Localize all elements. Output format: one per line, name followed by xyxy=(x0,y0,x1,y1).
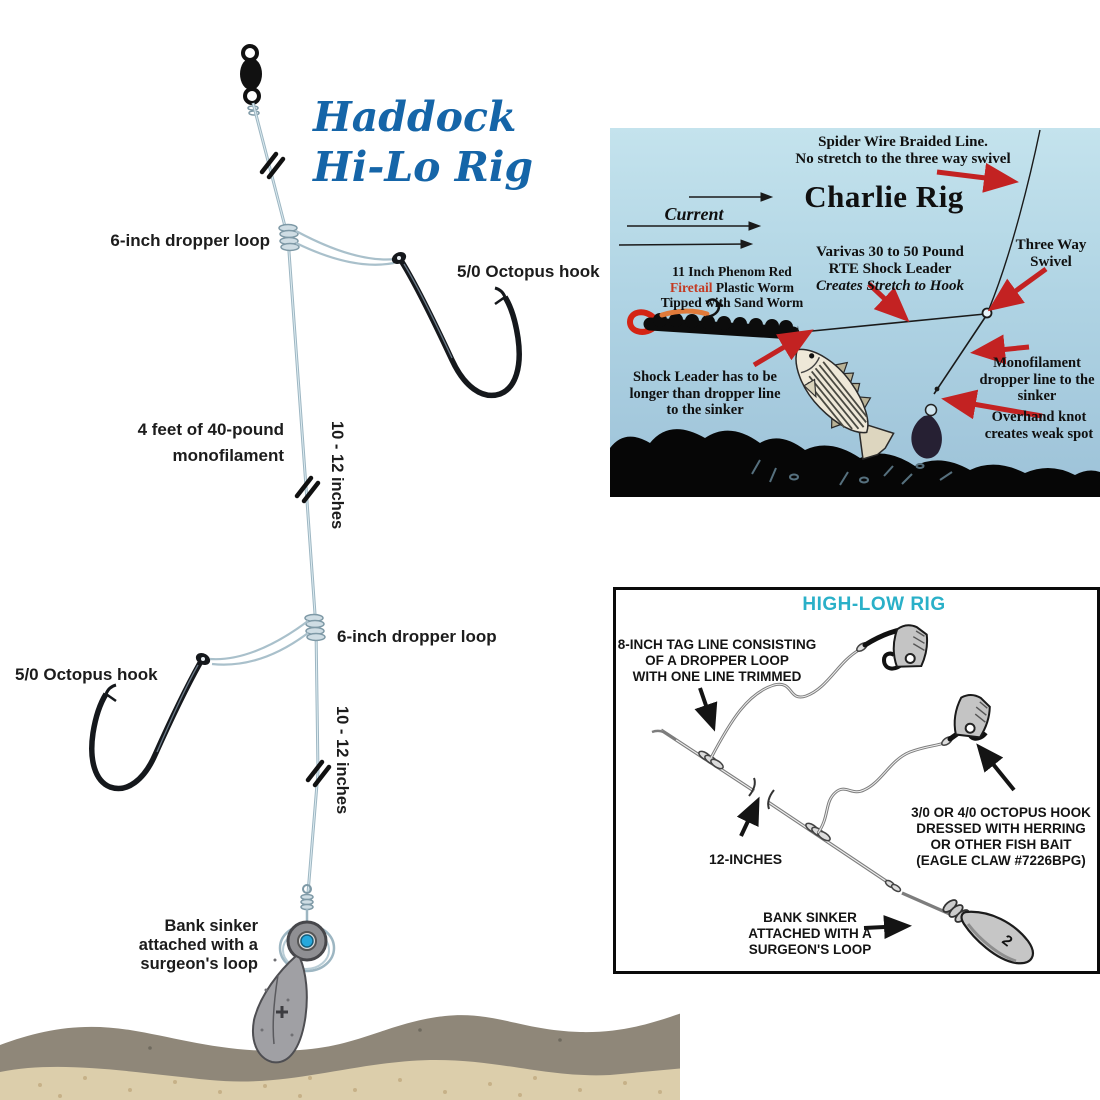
high-low-rig-title: HIGH-LOW RIG xyxy=(802,594,946,615)
seafloor xyxy=(0,1012,680,1100)
charlie-rig-title: Charlie Rig xyxy=(804,179,964,214)
label-monofilament: 4 feet of 40-pound monofilament xyxy=(137,420,284,465)
label-bank-sinker: Bank sinker attached with a surgeon's loop xyxy=(138,917,258,973)
dropper-knot xyxy=(305,615,325,641)
high-low-rig-diagram xyxy=(613,587,1100,974)
shock-leader-line xyxy=(792,314,985,333)
bait-chunk-icon xyxy=(891,623,930,670)
label-shock-leader: Varivas 30 to 50 Pound RTE Shock Leader Creates Stretch to Hook xyxy=(816,244,964,294)
label-dropper-loop-bottom: 6-inch dropper loop xyxy=(337,627,497,646)
dropper-knot xyxy=(279,225,299,251)
diagram-title: Haddock Hi-Lo Rig xyxy=(313,93,534,191)
label-mono-dropper: Monofilament dropper line to the sinker xyxy=(979,355,1095,404)
sinker-size-number: 2 xyxy=(998,931,1016,951)
charlie-rig-diagram xyxy=(610,128,1100,497)
label-hook-bottom: 5/0 Octopus hook xyxy=(15,665,158,684)
bank-sinker-icon xyxy=(253,885,334,1062)
label-shock-longer: Shock Leader has to be longer than dropper line to the sinker xyxy=(629,369,781,418)
label-tag-line: 8-INCH TAG LINE CONSISTING OF A DROPPER LOOP WITH ONE LINE TRIMMED xyxy=(617,637,817,684)
label-dropper-loop-top: 6-inch dropper loop xyxy=(110,231,270,250)
label-overhand-knot: Overhand knot creates weak spot xyxy=(984,409,1094,442)
label-twelve-inches: 12-INCHES xyxy=(709,851,783,867)
dropper-loop xyxy=(296,231,396,265)
bank-sinker-icon xyxy=(941,898,1033,963)
label-spacing-top: 10 - 12 inches xyxy=(328,421,346,530)
sinker-icon xyxy=(911,405,942,459)
barrel-swivel-icon xyxy=(240,46,262,115)
label-octopus-hook: 3/0 OR 4/0 OCTOPUS HOOK DRESSED WITH HERRING OR OTHER FISH BAIT (EAGLE CLAW #7226BPG) xyxy=(911,805,1091,868)
label-worm: 11 Inch Phenom Red Firetail Plastic Worm Tipped with Sand Worm xyxy=(660,264,804,310)
dropper-line xyxy=(934,316,986,394)
label-current: Current xyxy=(664,204,724,224)
label-bank-sinker: BANK SINKER ATTACHED WITH A SURGEON'S LOOP xyxy=(748,910,872,957)
label-spacing-bottom: 10 - 12 inches xyxy=(333,706,351,815)
three-way-swivel-icon xyxy=(983,309,992,318)
dropper-loop xyxy=(210,621,308,665)
label-braided-line: Spider Wire Braided Line. No stretch to the three way swivel xyxy=(795,134,1011,167)
main-line xyxy=(652,730,952,915)
label-three-way-swivel: Three Way Swivel xyxy=(1015,237,1087,270)
label-hook-top: 5/0 Octopus hook xyxy=(457,262,600,281)
overhand-knot xyxy=(935,387,940,392)
